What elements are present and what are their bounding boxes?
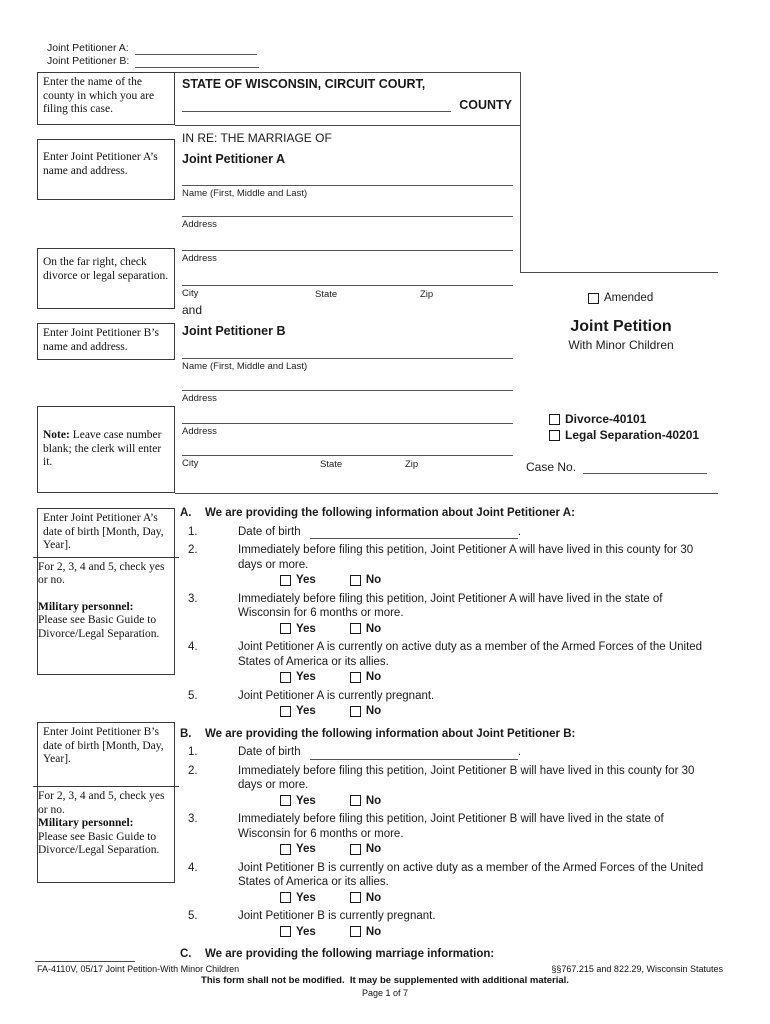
divorce-checkbox[interactable] — [549, 414, 560, 425]
field-a-address2[interactable] — [182, 250, 513, 264]
dob-b-row — [238, 745, 716, 760]
section-b-item-3-yesno — [175, 842, 735, 857]
yes-checkbox[interactable] — [280, 844, 291, 855]
section-a-item-2 — [175, 543, 735, 572]
margin-note-case-number-label: Note: — [43, 429, 70, 441]
no-checkbox[interactable] — [350, 706, 361, 717]
margin-note-a-military-label: Military personnel: — [38, 600, 134, 613]
yes-label: Yes — [296, 843, 316, 855]
no-label: No — [365, 843, 382, 855]
yes-checkbox[interactable] — [280, 706, 291, 717]
form-body — [175, 506, 735, 966]
field-a-city-state-zip[interactable] — [182, 285, 513, 299]
section-a-item-4 — [175, 640, 735, 669]
section-a-item-3-yesno — [175, 622, 735, 637]
section-c-heading-row — [175, 947, 735, 962]
margin-note-b-check-text: For 2, 3, 4 and 5, check yes or no. — [38, 790, 165, 816]
margin-note-section-b — [37, 722, 175, 883]
item-number: 2. — [188, 764, 198, 777]
no-checkbox[interactable] — [350, 844, 361, 855]
no-label: No — [365, 925, 382, 938]
margin-note-divorce-check-text: On the far right, check divorce or legal separation. — [43, 256, 169, 282]
yes-label: Yes — [296, 574, 316, 586]
section-a-heading: We are providing the following information about Joint Petitioner A: — [205, 507, 575, 519]
section-c — [175, 947, 735, 962]
item-text: Immediately before filing this petition, Joint Petitioner B will have lived in the state of Wisconsin for 6 months or more. — [238, 813, 664, 840]
field-b-zip-label: Zip — [405, 459, 419, 470]
item-number: 5. — [188, 910, 198, 922]
section-c-letter: C. — [180, 948, 192, 960]
section-b-item-4 — [175, 861, 735, 890]
section-b-item-4-yesno — [175, 891, 735, 906]
header-petitioner-b-row — [47, 55, 259, 68]
header-petitioner-b-blank[interactable] — [135, 57, 259, 68]
caption-right-rule — [521, 272, 718, 273]
footer-statutes: §§767.215 and 822.29, Wisconsin Statutes — [551, 964, 723, 974]
field-a-name[interactable] — [182, 185, 513, 199]
header-petitioner-a-blank[interactable] — [135, 44, 257, 55]
header-petitioner-b-label: Joint Petitioner B: — [47, 55, 130, 67]
field-b-address2-label: Address — [182, 426, 217, 437]
yes-label: Yes — [296, 705, 316, 717]
margin-note-a-military-text: Please see Basic Guide to Divorce/Legal Separation. — [38, 614, 160, 640]
item-number: 4. — [188, 861, 198, 874]
no-label: No — [365, 622, 382, 635]
yes-checkbox[interactable] — [280, 926, 291, 937]
footer-notice: This form shall not be modified. It may be supplemented with additional material. — [201, 975, 569, 986]
margin-note-b-dob-text: Enter Joint Petitioner B’s date of birth [Month, Day, Year]. — [43, 726, 164, 765]
field-a-address1[interactable] — [182, 216, 513, 230]
section-b-item-3 — [175, 812, 735, 841]
dob-b-period: . — [517, 746, 522, 758]
petitioner-b-heading: Joint Petitioner B — [182, 324, 286, 338]
yes-label: Yes — [296, 671, 316, 683]
margin-note-section-a — [37, 508, 175, 675]
caption-bottom-rule — [175, 493, 718, 494]
section-a-item-5 — [175, 689, 735, 704]
field-b-name-label: Name (First, Middle and Last) — [182, 361, 308, 372]
in-re-line: IN RE: THE MARRIAGE OF — [182, 131, 332, 145]
dob-b-label: Date of birth — [238, 746, 301, 758]
yes-checkbox[interactable] — [280, 672, 291, 683]
dob-a-row — [238, 525, 716, 540]
divorce-row — [549, 412, 646, 426]
yes-label: Yes — [296, 794, 316, 807]
field-a-state-label: State — [315, 289, 338, 300]
court-title: STATE OF WISCONSIN, CIRCUIT COURT, — [182, 77, 426, 91]
section-b-letter: B. — [180, 727, 192, 740]
no-checkbox[interactable] — [350, 926, 361, 937]
no-checkbox[interactable] — [350, 575, 361, 586]
footer-rule — [35, 961, 135, 962]
item-number: 3. — [188, 813, 198, 825]
legal-separation-label: Legal Separation-40201 — [565, 428, 700, 442]
court-box-bottom-rule — [175, 125, 520, 126]
field-b-address1[interactable] — [182, 390, 513, 404]
field-b-city-label: City — [182, 458, 199, 469]
field-a-city-label: City — [182, 288, 199, 299]
no-label: No — [365, 574, 382, 586]
field-b-address1-label: Address — [182, 393, 217, 404]
form-title: Joint Petition — [570, 318, 672, 335]
margin-note-case-number-text: Leave case number blank; the clerk will enter it. — [43, 429, 162, 468]
margin-note-b-dob — [38, 723, 174, 786]
field-a-zip-label: Zip — [420, 289, 434, 300]
petitioner-a-heading: Joint Petitioner A — [182, 152, 286, 166]
section-b-item-5 — [175, 909, 735, 924]
item-number: 1. — [188, 525, 198, 538]
case-no-label: Case No. — [526, 460, 577, 474]
section-a-letter: A. — [180, 507, 192, 519]
section-a-item-5-yesno — [175, 704, 735, 719]
legal-separation-checkbox[interactable] — [549, 430, 560, 441]
margin-note-b-name — [37, 323, 175, 360]
item-text: Joint Petitioner B is currently on active duty as a member of the Armed Forces of the United States of America or its allies. — [238, 861, 704, 888]
dob-a-label: Date of birth — [238, 525, 301, 538]
field-a-name-label: Name (First, Middle and Last) — [182, 188, 308, 199]
margin-note-b-name-text: Enter Joint Petitioner B’s name and address. — [43, 327, 159, 353]
section-a-item-3 — [175, 592, 735, 621]
field-a-address1-label: Address — [182, 219, 217, 230]
section-b-item-2 — [175, 764, 735, 793]
item-text: Immediately before filing this petition, Joint Petitioner A will have lived in the state of Wisconsin for 6 months or more. — [238, 592, 663, 619]
no-label: No — [365, 705, 382, 717]
amended-label: Amended — [604, 292, 654, 304]
item-text: Joint Petitioner A is currently pregnant. — [238, 689, 435, 702]
field-a-address2-label: Address — [182, 253, 217, 264]
footer-page-number: Page 1 of 7 — [361, 988, 409, 998]
section-a-heading-row — [175, 506, 735, 521]
yes-checkbox[interactable] — [280, 575, 291, 586]
county-blank[interactable] — [182, 101, 451, 112]
section-b-item-1 — [175, 745, 735, 760]
section-b-item-5-yesno — [175, 925, 735, 940]
case-no-row — [526, 460, 707, 474]
no-label: No — [365, 794, 382, 807]
margin-note-county — [37, 72, 175, 125]
no-checkbox[interactable] — [350, 795, 361, 806]
margin-note-a-name-text: Enter Joint Petitioner A’s name and address. — [43, 151, 158, 177]
divorce-label: Divorce-40101 — [565, 412, 647, 426]
item-number: 3. — [188, 592, 198, 605]
amended-row — [588, 292, 653, 304]
field-b-city-state-zip[interactable] — [182, 455, 513, 469]
dob-a-period: . — [517, 525, 522, 538]
item-text: Immediately before filing this petition, Joint Petitioner A will have lived in this county for 30 days or more. — [238, 544, 694, 571]
section-b-heading-row — [175, 727, 735, 742]
yes-label: Yes — [296, 925, 316, 938]
yes-checkbox[interactable] — [280, 795, 291, 806]
item-number: 1. — [188, 746, 198, 758]
section-a-item-1 — [175, 525, 735, 540]
section-a-item-2-yesno — [175, 573, 735, 588]
yes-checkbox[interactable] — [280, 892, 291, 903]
section-b-heading: We are providing the following information about Joint Petitioner B: — [205, 727, 576, 740]
item-text: Immediately before filing this petition, Joint Petitioner B will have lived in this county for 30 days or more. — [238, 764, 695, 791]
header-petitioner-a-row — [47, 42, 257, 55]
margin-note-a-instructions — [33, 557, 179, 642]
item-number: 4. — [188, 641, 198, 653]
margin-note-a-dob — [38, 509, 174, 557]
dob-a-blank[interactable] — [310, 528, 518, 539]
margin-note-a-name — [37, 139, 175, 200]
margin-note-county-text: Enter the name of the county in which you are filing this case. — [43, 76, 155, 115]
margin-note-divorce-check — [37, 248, 175, 309]
county-row — [182, 98, 512, 112]
header-petitioner-a-label: Joint Petitioner A: — [47, 42, 129, 54]
section-a-item-4-yesno — [175, 670, 735, 685]
item-text: Joint Petitioner A is currently on active duty as a member of the Armed Forces of the United States of America or its allies. — [238, 641, 703, 668]
item-number: 5. — [188, 689, 198, 702]
and-label: and — [182, 303, 203, 317]
section-c-heading: We are providing the following marriage information: — [205, 948, 495, 960]
field-b-state-label: State — [320, 459, 343, 470]
yes-checkbox[interactable] — [280, 623, 291, 634]
field-b-name[interactable] — [182, 358, 513, 372]
section-a — [175, 506, 735, 719]
no-label: No — [365, 671, 382, 683]
item-text: Joint Petitioner B is currently pregnant. — [238, 910, 436, 922]
case-no-blank[interactable] — [583, 463, 707, 474]
no-checkbox[interactable] — [350, 892, 361, 903]
yes-label: Yes — [296, 622, 316, 635]
caption-top-rule — [175, 72, 520, 73]
no-label: No — [365, 891, 382, 904]
margin-note-case-number — [37, 406, 175, 493]
field-b-address2[interactable] — [182, 423, 513, 437]
dob-b-blank[interactable] — [310, 749, 518, 760]
no-checkbox[interactable] — [350, 623, 361, 634]
item-number: 2. — [188, 544, 198, 556]
margin-note-b-instructions — [33, 786, 179, 858]
amended-checkbox[interactable] — [588, 293, 599, 304]
margin-note-a-check-text: For 2, 3, 4 and 5, check yes or no. — [38, 560, 165, 586]
section-b — [175, 727, 735, 940]
caption-divider-rule — [520, 72, 521, 273]
form-subtitle: With Minor Children — [568, 338, 674, 352]
no-checkbox[interactable] — [350, 672, 361, 683]
margin-note-b-military-text: Please see Basic Guide to Divorce/Legal Separation. — [38, 830, 160, 856]
margin-note-a-dob-text: Enter Joint Petitioner A’s date of birth [Month, Day, Year]. — [43, 512, 164, 551]
footer-form-id: FA-4110V, 05/17 Joint Petition-With Minor Children — [37, 964, 240, 974]
county-label: COUNTY — [459, 98, 512, 112]
legal-separation-row — [549, 428, 699, 442]
section-b-item-2-yesno — [175, 794, 735, 809]
yes-label: Yes — [296, 891, 316, 904]
margin-note-b-military-label: Military personnel: — [38, 817, 134, 829]
